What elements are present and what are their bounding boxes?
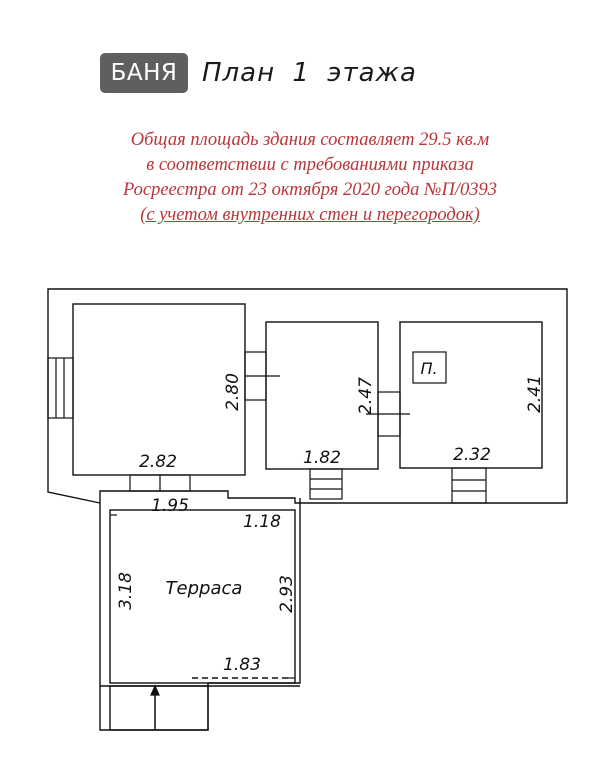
plan-title: План 1 этажа bbox=[202, 58, 417, 88]
building-type-badge: БАНЯ bbox=[100, 53, 188, 93]
room3-width-label: 2.32 bbox=[453, 445, 491, 465]
terrace-top-label: 1.95 bbox=[151, 496, 189, 516]
terrace-right-top-label: 1.18 bbox=[243, 512, 281, 532]
room3-height-label: 2.41 bbox=[525, 375, 545, 413]
oven-label: П. bbox=[420, 359, 438, 378]
room-1 bbox=[73, 304, 245, 475]
room3-steps bbox=[452, 468, 486, 503]
entrance-stairs bbox=[110, 686, 208, 730]
room2-steps bbox=[310, 469, 342, 499]
outer-wall bbox=[48, 289, 567, 503]
terrace-bottom-label: 1.83 bbox=[223, 655, 261, 675]
area-note-line-3: Росреестра от 23 октября 2020 года №П/0393 bbox=[123, 180, 497, 200]
room1-height-label: 2.80 bbox=[223, 373, 243, 411]
entry-arrow-icon bbox=[151, 686, 159, 728]
area-note-line-1: Общая площадь здания составляет 29.5 кв.м bbox=[130, 130, 490, 150]
terrace-left-label: 3.18 bbox=[116, 572, 136, 610]
area-note-line-2: в соответствии с требованиями приказа bbox=[146, 155, 474, 175]
room2-height-label: 2.47 bbox=[356, 377, 376, 415]
terrace-right-label: 2.93 bbox=[277, 575, 297, 613]
terrace-label: Терраса bbox=[165, 578, 243, 599]
area-note-line-4: (с учетом внутренних стен и перегородок) bbox=[140, 205, 480, 225]
plan-walls bbox=[48, 289, 567, 730]
room2-width-label: 1.82 bbox=[303, 448, 341, 468]
terrace-outer bbox=[100, 498, 300, 730]
room1-width-label: 2.82 bbox=[139, 452, 177, 472]
left-steps bbox=[48, 358, 73, 418]
